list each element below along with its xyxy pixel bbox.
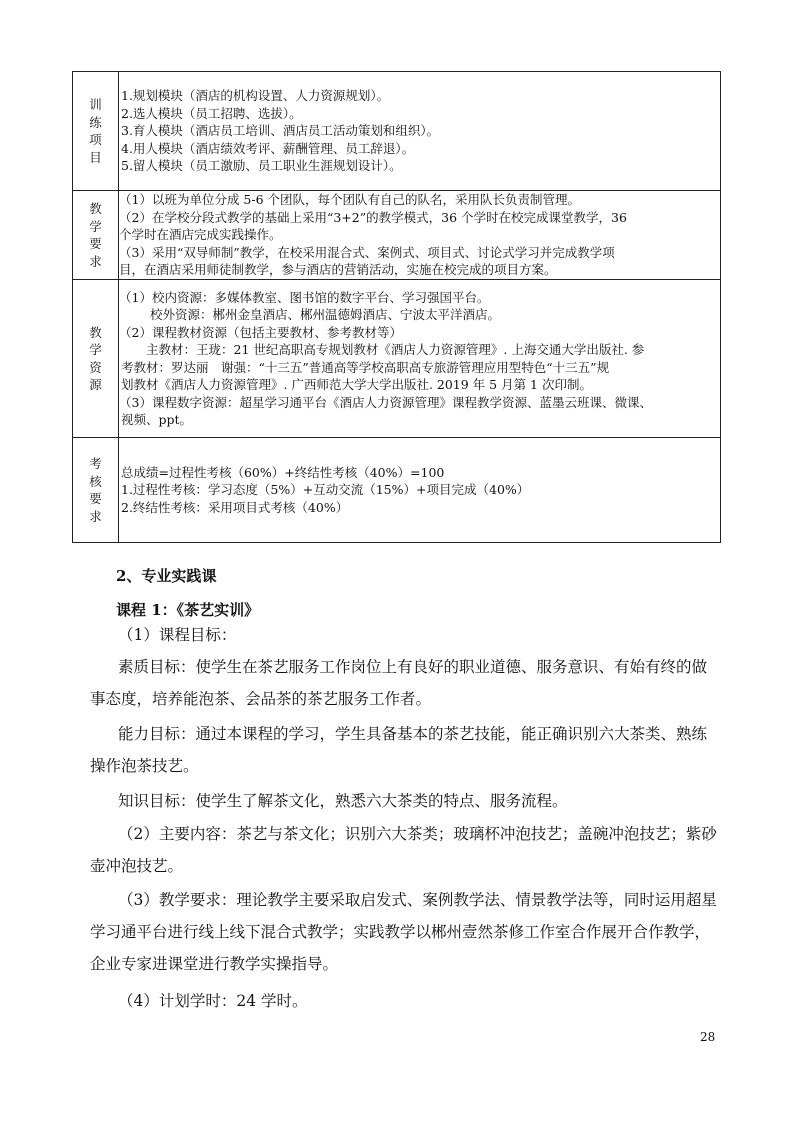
paragraph-quality-goal: 素质目标：使学生在茶艺服务工作岗位上有良好的职业道德、服务意识、有始有终的做 事态度，培养能泡茶、会品茶的茶艺服务工作者。: [90, 658, 708, 708]
row-label-teaching-resources: 教 学 资 源: [73, 280, 119, 438]
table-row-assessment: [73, 438, 721, 543]
table-row-training-items: [73, 72, 721, 191]
row-label-assessment: 考 核 要 求: [73, 438, 119, 543]
row-label-training-items: 训 练 项 目: [73, 72, 119, 191]
course-title: 课程 1：《茶艺实训》: [116, 601, 260, 619]
table-row-teaching-requirements: [73, 191, 721, 280]
paragraph-knowledge-goal: 知识目标：使学生了解茶文化，熟悉六大茶类的特点、服务流程。: [118, 792, 568, 810]
row-content-teaching-requirements: （1）以班为单位分成 5-6 个团队，每个团队有自己的队名，采用队长负责制管理。 （2）在学校分段式教学的基础上采用“3+2”的教学模式，36 个学时在校完成课堂教学，36 个学时在酒店完成实践操作。 （3）采用“双导师制”教学，在校采用混合式、案例式、项目式、讨论式学习并完成教学项 目，在酒店采用师徒制教学，参与酒店的营销活动，实施在校完成的项目方案。: [119, 191, 721, 280]
paragraph-course-goals: （1）课程目标：: [118, 626, 237, 644]
page-number: 28: [700, 1030, 716, 1044]
paragraph-ability-goal: 能力目标：通过本课程的学习，学生具备基本的茶艺技能，能正确识别六大茶类、熟练 操作泡茶技艺。: [90, 725, 708, 775]
paragraph-main-content: （2）主要内容：茶艺与茶文化；识别六大茶类；玻璃杯冲泡技艺；盖碗冲泡技艺；紫砂 壶冲泡技艺。: [90, 825, 717, 875]
row-content-teaching-resources: （1）校内资源：多媒体教室、图书馆的数字平台、学习强国平台。 校外资源：郴州金皇酒店、郴州温德姆酒店、宁波太平洋酒店。 （2）课程教材资源（包括主要教材、参考教材等） 主教材：王珑：21 世纪高职高专规划教材《酒店人力资源管理》. 上海交通大学出版社. 参 考教材：罗达丽 谢强：“十三五”普通高等学校高职高专旅游管理应用型特色“十三五”规 划教材《酒店人力资源管理》. 广西师范大学大学出版社. 2019 年 5 月第 1 次印制。 （3）课程数字资源：超星学习通平台《酒店人力资源管理》课程教学资源、蓝墨云班课、微课、 视频、ppt。: [119, 280, 721, 438]
row-label-teaching-requirements: 教 学 要 求: [73, 191, 119, 280]
paragraph-planned-hours: （4）计划学时：24 学时。: [118, 992, 308, 1010]
table-row-teaching-resources: [73, 280, 721, 438]
row-content-assessment: 总成绩=过程性考核（60%）+终结性考核（40%）=100 1.过程性考核：学习态度（5%）+互动交流（15%）+项目完成（40%） 2.终结性考核：采用项目式考核（40%）: [119, 438, 721, 543]
row-content-training-items: 1.规划模块（酒店的机构设置、人力资源规划）。 2.选人模块（员工招聘、选拔）。 3.育人模块（酒店员工培训、酒店员工活动策划和组织）。 4.用人模块（酒店绩效考评、薪酬管理、员工辞退）。 5.留人模块（员工激励、员工职业生涯规划设计）。: [119, 72, 721, 191]
section-heading: 2、专业实践课: [116, 567, 217, 585]
course-info-table: [72, 71, 721, 543]
paragraph-teaching-requirements: （3）教学要求：理论教学主要采取启发式、案例教学法、情景教学法等，同时运用超星 学习通平台进行线上线下混合式教学；实践教学以郴州壹然茶修工作室合作展开合作教学， 企业专家进课堂进行教学实操指导。: [90, 891, 717, 973]
